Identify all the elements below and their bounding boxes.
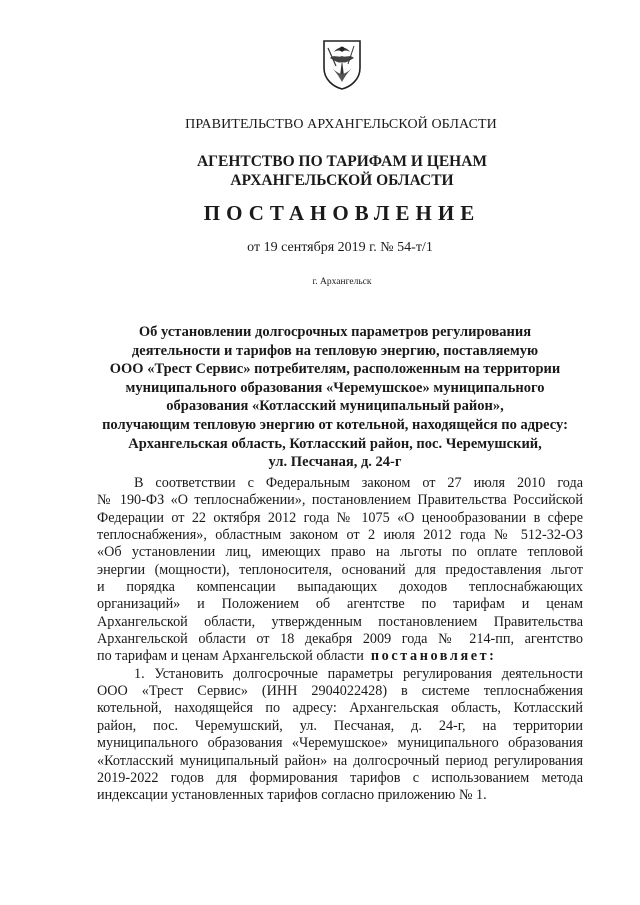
body-line: организаций» и Положением об агентстве по тарифам и ценам	[97, 596, 583, 613]
body-line: 2019-2022 годов для формирования тарифов с использованием метода	[97, 769, 583, 786]
title-line: ООО «Трест Сервис» потребителям, расположенным на территории	[109, 361, 561, 378]
body-line: 1. Установить долгосрочные параметры регулирования деятельности	[134, 665, 583, 682]
body-line: энергии (мощности), теплоносителя, оснований для предоставления льгот	[97, 561, 583, 578]
title-line: деятельности и тарифов на тепловую энергию, поставляемую	[131, 342, 539, 359]
body-line: № 190-ФЗ «О теплоснабжении», постановлением Правительства Российской	[97, 492, 583, 509]
body-line: индексации установленных тарифов согласно приложению № 1.	[97, 787, 487, 804]
agency-name-line2: АРХАНГЕЛЬСКОЙ ОБЛАСТИ	[230, 172, 454, 189]
title-line: Архангельская область, Котласский район, пос. Черемушский,	[128, 435, 542, 452]
document-body	[97, 475, 583, 805]
document-type: ПОСТАНОВЛЕНИЕ	[203, 201, 481, 225]
body-line: Архангельской области от 18 декабря 2009 года № 214-пп, агентство	[97, 631, 583, 648]
document-title	[100, 323, 570, 472]
paragraph-item-1	[97, 666, 583, 805]
body-line: район, пос. Черемушский, ул. Песчаная, д. 24-г, на территории	[97, 717, 583, 734]
document-number-date: от 19 сентября 2019 г. № 54-т/1	[247, 240, 433, 255]
body-line: В соответствии с Федеральным законом от 27 июля 2010 года	[134, 475, 583, 491]
title-line: образования «Котласский муниципальный район»,	[166, 398, 504, 415]
title-line: ул. Песчаная, д. 24-г	[268, 454, 402, 471]
body-line: теплоснабжения», областным законом от 2 июля 2012 года № 512-32-ОЗ	[97, 527, 583, 544]
title-line: муниципального образования «Черемушское» муниципального	[125, 379, 545, 396]
title-line: Об установлении долгосрочных параметров регулирования	[138, 324, 532, 340]
body-line-resolution	[97, 648, 583, 665]
body-line: муниципального образования «Черемушское» муниципального образования	[97, 735, 583, 752]
body-line: «Об установлении лиц, имеющих право на льготы по оплате тепловой	[97, 544, 583, 561]
body-line: Федерации от 22 октября 2012 года № 1075 «О ценообразовании в сфере	[97, 509, 583, 526]
body-line: котельной, находящейся по адресу: Архангельская область, Котласский	[97, 700, 583, 717]
body-line: «Котласский муниципальный район» на долгосрочный период регулирования	[97, 752, 583, 769]
resolves-word: постановляет:	[370, 648, 497, 665]
body-line: и порядка компенсации выпадающих доходов теплоснабжающих	[97, 579, 583, 596]
coat-of-arms-emblem	[320, 38, 364, 90]
title-line: получающим тепловую энергию от котельной, находящейся по адресу:	[102, 416, 568, 433]
paragraph-preamble	[97, 475, 583, 666]
agency-name	[0, 152, 640, 190]
body-line-text: по тарифам и ценам Архангельской области	[97, 648, 364, 665]
body-line: Архангельской области, утвержденным постановлением Правительства	[97, 613, 583, 630]
agency-name-line1: АГЕНТСТВО ПО ТАРИФАМ И ЦЕНАМ	[196, 153, 488, 170]
document-place: г. Архангельск	[312, 277, 372, 287]
government-name: ПРАВИТЕЛЬСТВО АРХАНГЕЛЬСКОЙ ОБЛАСТИ	[185, 117, 497, 132]
body-line: ООО «Трест Сервис» (ИНН 2904022428) в системе теплоснабжения	[97, 683, 583, 700]
